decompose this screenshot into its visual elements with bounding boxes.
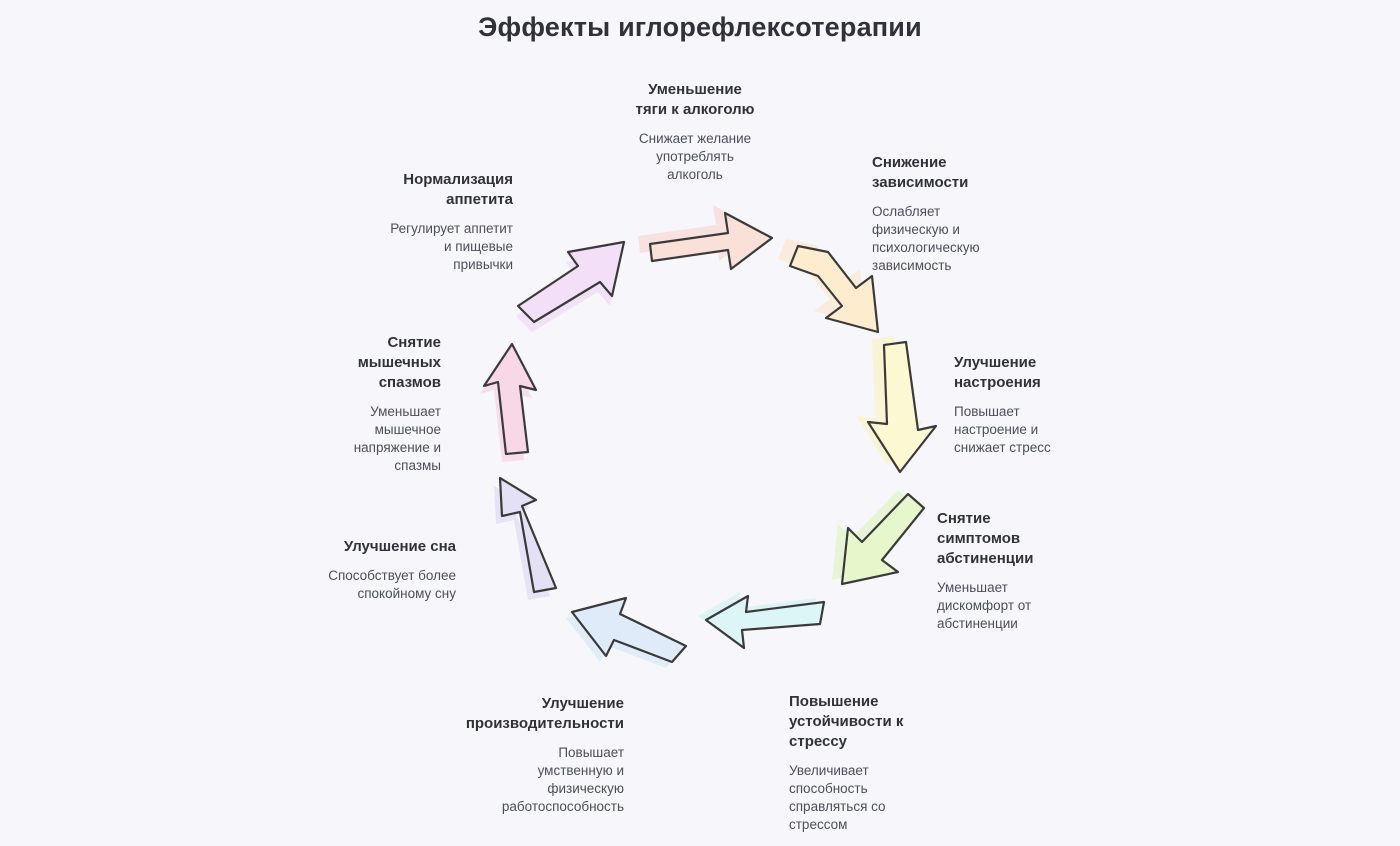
node-heading: Уменьшение тяги к алкоголю bbox=[635, 81, 755, 118]
node-reduce-dependency bbox=[872, 153, 1072, 275]
node-muscle-spasm-relief bbox=[300, 333, 441, 475]
page-title: Эффекты иглорефлексотерапии bbox=[478, 12, 922, 42]
arrow-improve-mood bbox=[856, 336, 936, 472]
node-description: Ослабляет физическую и психологическую зависимость bbox=[872, 204, 980, 273]
node-description: Уменьшает мышечное напряжение и спазмы bbox=[353, 404, 441, 473]
node-heading: Улучшение сна bbox=[343, 538, 456, 555]
node-heading: Снижение зависимости bbox=[872, 154, 969, 191]
arrow-reduce-dependency bbox=[778, 239, 878, 332]
node-stress-resilience bbox=[789, 692, 969, 834]
node-heading: Нормализация аппетита bbox=[403, 171, 513, 208]
arrow-stress-resilience bbox=[698, 592, 824, 648]
node-description: Повышает настроение и снижает стресс bbox=[954, 404, 1051, 455]
arrow-muscle-spasm-relief bbox=[480, 344, 536, 462]
node-heading: Улучшение производительности bbox=[465, 695, 624, 732]
node-heading: Улучшение настроения bbox=[954, 354, 1041, 391]
node-description: Уменьшает дискомфорт от абстиненции bbox=[937, 580, 1032, 631]
arrow-appetite-normalization bbox=[516, 242, 624, 332]
node-description: Увеличивает способность справляться со стрессом bbox=[789, 763, 886, 832]
arrow-withdrawal-relief bbox=[832, 490, 924, 584]
node-improve-sleep bbox=[256, 537, 456, 603]
arrow-improve-performance bbox=[566, 598, 686, 668]
node-withdrawal-relief bbox=[937, 509, 1127, 633]
node-heading: Повышение устойчивости к стрессу bbox=[789, 693, 904, 750]
node-description: Снижает желание употреблять алкоголь bbox=[638, 131, 752, 182]
arrow-reduce-alcohol-craving bbox=[638, 205, 772, 269]
arrow-improve-sleep bbox=[494, 478, 556, 600]
node-reduce-alcohol-craving bbox=[596, 80, 794, 184]
node-heading: Снятие симптомов абстиненции bbox=[937, 510, 1034, 567]
node-improve-performance bbox=[398, 694, 624, 816]
node-description: Регулирует аппетит и пищевые привычки bbox=[390, 221, 513, 272]
node-improve-mood bbox=[954, 353, 1144, 457]
node-appetite-normalization bbox=[310, 170, 513, 274]
node-description: Способствует более спокойному сну bbox=[328, 568, 456, 601]
node-description: Повышает умственную и физическую работоспособность bbox=[501, 745, 624, 814]
node-heading: Снятие мышечных спазмов bbox=[357, 334, 441, 391]
